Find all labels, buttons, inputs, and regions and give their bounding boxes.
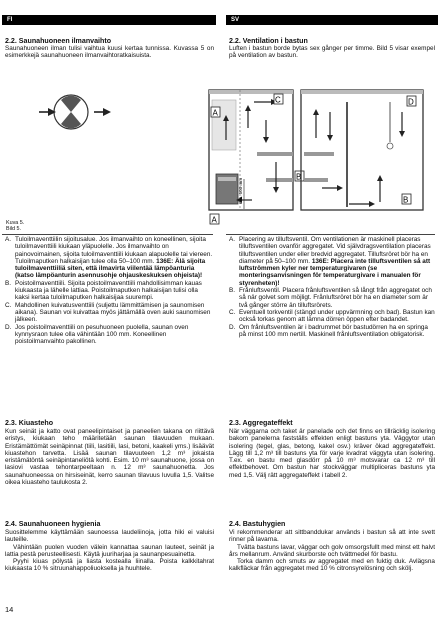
sv-section-2-4-text-1: Vi rekommenderar att sittbanddukar används i bastun så att inte svett rinner på lavarna.: [229, 529, 435, 544]
figure-caption-fi: Kuva 5.: [6, 220, 25, 226]
sv-list-item-b: B. Frånluftsventil. Placera frånluftsventilen så långt från aggregatet och så när golvet som möjligt. Frånluftsröret bör ha en diameter som är två gånger större än tilluftsrörets.: [229, 287, 432, 309]
dimension-label: min. 500 mm: [238, 177, 243, 204]
fi-section-2-2-text: Saunahuoneen ilman tulisi vaihtua kuusi kertaa tunnissa. Kuvassa 5 on esimerkkejä saunahuoneen ilmanvaihtoratkaisuista.: [5, 45, 214, 60]
page-number: 14: [5, 605, 14, 614]
label-a-top: A: [212, 108, 218, 118]
sv-section-2-4-text-3: Torka damm och smuts av aggregatet med en fuktig duk. Avlägsna kalkfläckar från aggregatet med 10 % citronsyrelösning och skölj.: [229, 558, 435, 573]
fi-section-2-4-text-2: Vähintään puolen vuoden välein kannattaa saunan lauteet, seinät ja lattia pestä perusteellisesti. Käytä juuriharjaa ja saunanpesuainetta.: [5, 543, 214, 558]
ventilation-diagram: [4, 82, 438, 234]
sv-list-item-d: D. Om frånluftsventilen är i badrummet bör bastudörren ha en springa på minst 100 mm nertill. Maskinell frånluftsventilation obligatorisk.: [229, 323, 428, 338]
label-d: D: [408, 97, 414, 107]
sv-section-2-2-text: Luften i bastun borde bytas sex gånger per timme. Bild 5 visar exempel på ventilation av bastun.: [229, 45, 435, 60]
sauna-room-section-left: [209, 90, 304, 225]
sv-list-item-a: A. Placering av tilluftsventil. Om ventilationen är maskinell placeras tilluftsventilen ovanför aggregatet. Vid självdragsventilation placeras tilluftsventilen under eller bredvid aggregatet. Tilluftsröret bör ha en diameter på 50–100 mm. 136E: Placera inte tilluftsventilen så att luftströmmen kyler ner temperaturgivaren (se monteringsanvisningen för temperaturgivare i manualen för styrenheten)!: [229, 236, 431, 287]
label-c: C: [275, 95, 281, 105]
fi-tab-label: FI: [7, 17, 13, 23]
fi-section-2-2-heading: 2.2. Saunahuoneen ilmanvaihto: [5, 37, 112, 45]
sv-divider: [226, 234, 435, 235]
fi-language-tab: [2, 15, 216, 25]
fi-list-item-c: C. Mahdollinen kuivatusventtiili (suljettu lämmittämisen ja saunomisen aikana). Saunan voi kuivattaa myös jättämällä oven auki saunomisen jälkeen.: [5, 301, 211, 324]
sv-section-2-4-body: [229, 529, 435, 573]
fi-list-item-b: B. Poistoilmaventtiili. Sijoita poistoilmaventtiili mahdollisimman kauas kiukaasta ja lähelle lattiaa. Poistoilmaputken halkaisijan tulisi olla kaksi kertaa tuloilmaputken halkaisijaa suurempi.: [5, 279, 202, 302]
sv-section-2-3-heading: 2.3. Aggregateffekt: [229, 419, 293, 427]
fi-list-item-a: A. Tuloilmaventtiilin sijoitusalue. Jos ilmanvaihto on koneellinen, sijoita tuloilmaventtiili kiukaan yläpuolelle. Jos ilmanvaihto on painovoimainen, sijoita tuloilmaventtiili kiukaan alapuolelle tai viereen. Tuloilmaputken halkaisijan tulee olla 50–100 mm. 136E: Älä sijoita tuloilmaventtiiliä siten, että ilmavirta viilentää lämpöanturia (katso lämpöanturin asennusohje ohjauskeskuksen ohjeista)!: [5, 236, 213, 280]
ventilation-figure: [4, 82, 438, 234]
fi-list-item-d: D. Jos poistoilmaventtiili on pesuhuoneen puolella, saunan oven kynnysraon tulee olla vähintään 100 mm. Koneellinen poistoilmanvaihto pakollinen.: [5, 323, 189, 346]
fi-ventilation-list: [5, 236, 214, 345]
fi-divider: [2, 234, 213, 235]
fi-section-2-3-text: Kun seinät ja katto ovat paneelipintaiset ja paneelien takana on riittävä eristys, kiukaan teho määritetään saunan tilavuuden mukaan. Eristämättömät seinäpinnat (tiili, lasitiili, lasi, betoni, kaakeli yms.) lisäävät kiuastehon tarvetta. Lisää saunan tilavuuteen 1,2 m³ jokaista eristämätöntä seinäpintaneliötä kohti. Esim. 10 m³ saunahuone, jossa on lasiovi vastaa tehontarpeeltaan n. 12 m³ saunahuonetta. Jos saunahuoneessa on hirsiseinät, kerro saunan tilavuus luvulla 1,5. Valitse oikea kiuasteho taulukosta 2.: [5, 428, 214, 487]
fi-section-2-4-body: [5, 529, 214, 573]
sv-section-2-4-text-2: Tvätta bastuns lavar, väggar och golv omsorgsfullt med minst ett halvt års mellanrum. Använd skurborste och tvättmedel för bastu.: [229, 543, 435, 558]
fi-section-2-3-heading: 2.3. Kiuasteho: [5, 419, 54, 427]
sv-list-item-c: C. Eventuell torkventil (stängd under uppvärmning och bad). Bastun kan också torkas genom att lämna dörren öppen efter badandet.: [229, 308, 435, 324]
label-a-bottom: A: [211, 215, 217, 225]
sv-section-2-4-heading: 2.4. Bastuhygien: [229, 520, 286, 528]
sv-section-2-2-heading: 2.2. Ventilation i bastun: [229, 37, 308, 45]
fi-section-2-4-heading: 2.4. Saunahuoneen hygienia: [5, 520, 101, 528]
fi-section-2-4-text-1: Suosittelemme käyttämään saunoessa laudeliinoja, jotta hiki ei valuisi lauteille.: [5, 529, 214, 544]
fi-section-2-4-text-3: Pyyhi kiuas pölystä ja liasta kostealla liinalla. Poista kalkkitahrat kiukaasta 10 % sitruunahappoliuoksella ja huuhtele.: [5, 558, 214, 573]
label-b-left: B: [296, 172, 302, 182]
sv-language-tab: [226, 15, 438, 25]
sv-tab-label: SV: [231, 17, 240, 23]
sv-ventilation-list: [229, 236, 435, 338]
sauna-room-section-right: [301, 90, 423, 210]
label-b-right: B: [403, 195, 409, 205]
sv-section-2-3-text: När väggarna och taket är panelade och det finns en tillräcklig isolering bakom panelerna fastställs effekten enligt bastuns yta. Väggytor utan isolering (tegel, glas, betong, kakel osv.) kräver ökad aggregateffekt. Lägg till 1,2 m³ till bastuns yta för varje kvadrat väggyta utan isolering. T.ex. en bastu med glasdörr på 10 m³ motsvarar ca 12 m³ till effektbehovet. Om bastun har stockväggar multipliceras bastuns yta med 1,5. Välj rätt aggregateffekt i tabell 2.: [229, 428, 435, 479]
figure-caption-sv: Bild 5.: [6, 226, 21, 232]
fan-icon: [54, 95, 88, 129]
